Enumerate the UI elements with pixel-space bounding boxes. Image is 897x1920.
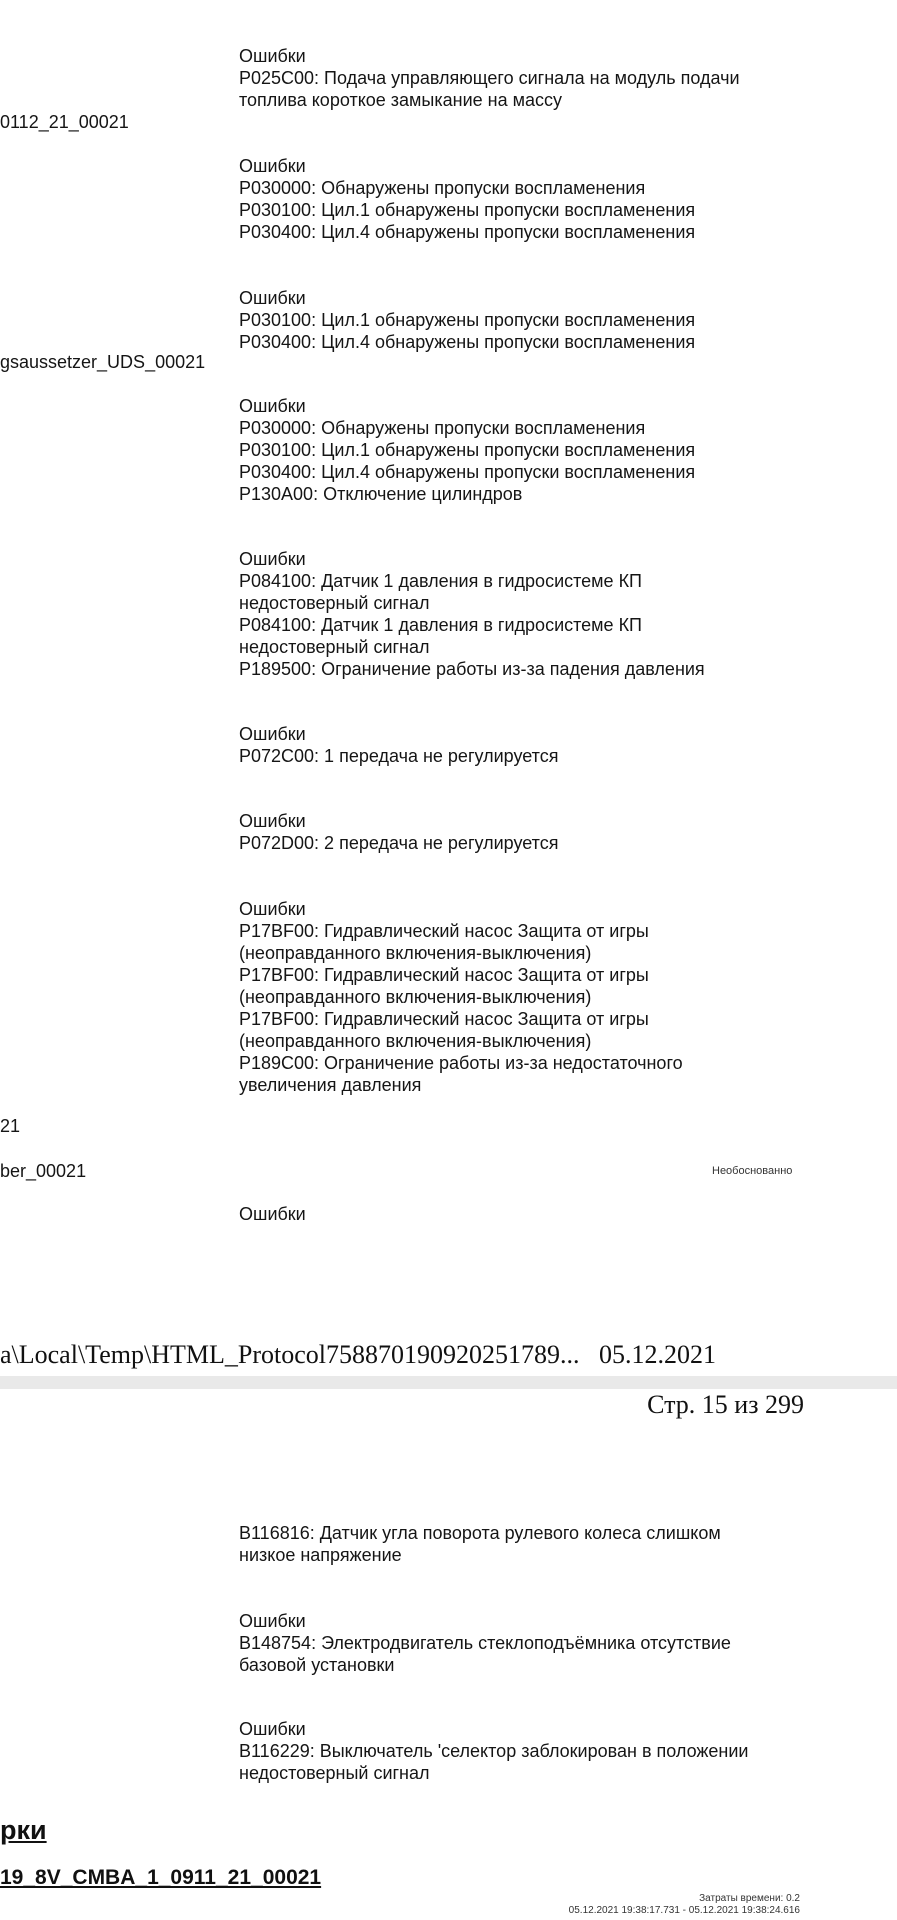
error-line: P072C00: 1 передача не регулируется [239,746,559,766]
error-line: B116229: Выключатель 'селектор заблокирован в положении [239,1741,749,1761]
time-info [569,1893,800,1917]
errors-header: Ошибки [239,724,306,744]
error-line: B148754: Электродвигатель стеклоподъёмника отсутствие [239,1633,731,1653]
errors-header: Ошибки [239,811,306,831]
error-line: P084100: Датчик 1 давления в гидросистеме КП [239,615,642,635]
error-block-9 [239,1203,859,1225]
errors-header: Ошибки [239,549,306,569]
time-label: Затраты времени: 0.2 [699,1893,800,1904]
error-line: P030100: Цил.1 обнаружены пропуски воспламенения [239,200,696,220]
error-line: P030100: Цил.1 обнаружены пропуски воспламенения [239,310,696,330]
error-line: P030400: Цил.4 обнаружены пропуски воспламенения [239,222,696,242]
error-block-6 [239,723,859,767]
error-line: топлива короткое замыкание на массу [239,90,562,110]
error-block-11 [239,1610,859,1676]
error-block-7 [239,810,859,854]
error-line: P025C00: Подача управляющего сигнала на модуль подачи [239,68,740,88]
section-heading: рки [0,1815,47,1845]
error-line: P030000: Обнаружены пропуски воспламенения [239,418,646,438]
left-label-3: 21 [0,1116,21,1136]
footer-date: 05.12.2021 [599,1340,716,1369]
error-line: (неоправданного включения-выключения) [239,943,592,963]
left-label-1: 0112_21_00021 [0,112,129,132]
errors-header: Ошибки [239,1719,306,1739]
error-line: (неоправданного включения-выключения) [239,987,592,1007]
error-line: P030100: Цил.1 обнаружены пропуски воспламенения [239,440,696,460]
time-range: 05.12.2021 19:38:17.731 - 05.12.2021 19:38:24.616 [568,1905,800,1916]
page-footer-path [0,1340,716,1370]
errors-header: Ошибки [239,1204,306,1224]
error-line: P17BF00: Гидравлический насос Защита от игры [239,965,649,985]
error-line: P030000: Обнаружены пропуски воспламенения [239,178,646,198]
error-line: P130A00: Отключение цилиндров [239,484,523,504]
error-block-3 [239,287,859,353]
page-break-band [0,1376,897,1389]
error-block-8 [239,898,859,1096]
error-line: увеличения давления [239,1075,422,1095]
section-subheading: 19_8V_CMBA_1_0911_21_00021 [0,1866,322,1889]
error-line: B116816: Датчик угла поворота рулевого колеса слишком [239,1523,721,1543]
error-line: низкое напряжение [239,1545,402,1565]
errors-header: Ошибки [239,46,306,66]
errors-header: Ошибки [239,899,306,919]
footer-path: a\Local\Temp\HTML_Protocol758870190920251789... [0,1340,580,1369]
error-line: P189C00: Ограничение работы из-за недостаточного [239,1053,683,1073]
error-line: P084100: Датчик 1 давления в гидросистеме КП [239,571,642,591]
errors-header: Ошибки [239,396,306,416]
errors-header: Ошибки [239,156,306,176]
error-line: P189500: Ограничение работы из-за падения давления [239,659,705,679]
error-block-1 [239,45,859,111]
error-line: P072D00: 2 передача не регулируется [239,833,559,853]
error-block-2 [239,155,859,243]
errors-header: Ошибки [239,288,306,308]
error-line: P17BF00: Гидравлический насос Защита от игры [239,921,649,941]
error-line: P030400: Цил.4 обнаружены пропуски воспламенения [239,462,696,482]
error-block-10 [239,1522,859,1566]
page-number: Стр. 15 из 299 [647,1390,804,1419]
unjustified-note: Необоснованно [712,1165,793,1177]
error-line: P17BF00: Гидравлический насос Защита от игры [239,1009,649,1029]
error-line: недостоверный сигнал [239,1763,430,1783]
error-line: базовой установки [239,1655,395,1675]
left-label-4: ber_00021 [0,1161,87,1181]
errors-header: Ошибки [239,1611,306,1631]
error-line: недостоверный сигнал [239,637,430,657]
error-line: недостоверный сигнал [239,593,430,613]
error-block-12 [239,1718,859,1784]
left-label-2: gsaussetzer_UDS_00021 [0,352,206,372]
error-block-5 [239,548,859,680]
error-line: P030400: Цил.4 обнаружены пропуски воспламенения [239,332,696,352]
error-line: (неоправданного включения-выключения) [239,1031,592,1051]
error-block-4 [239,395,859,505]
